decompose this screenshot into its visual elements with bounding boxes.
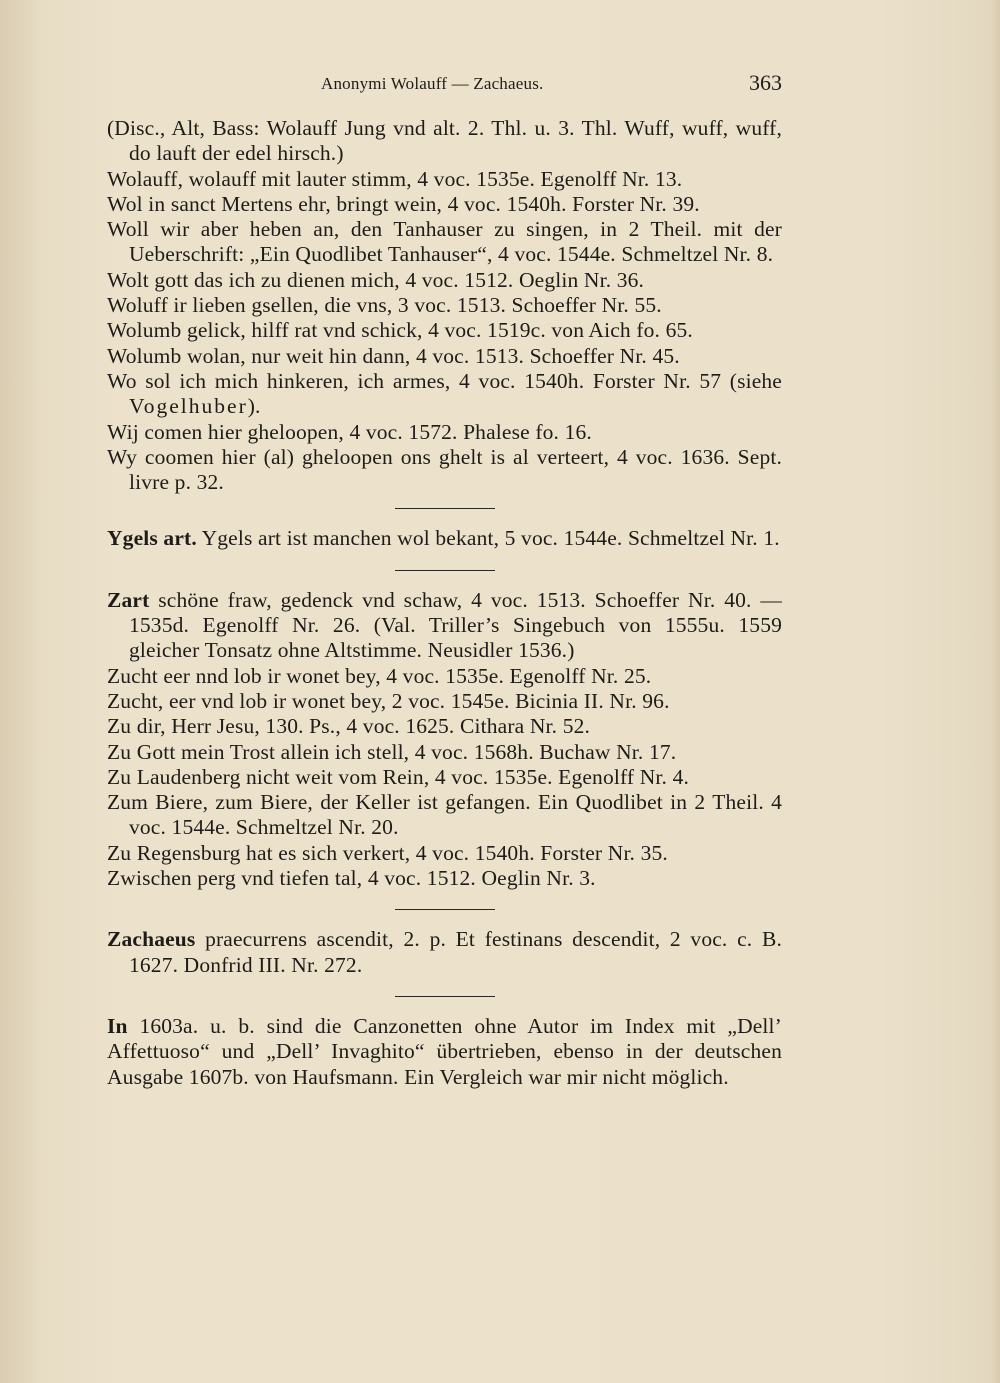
catalog-entry: Zu Gott mein Trost allein ich stell, 4 voc. 1568h. Buchaw Nr. 17. <box>107 739 677 764</box>
book-page <box>107 62 782 1090</box>
entry-tail: ). <box>247 394 261 419</box>
section-divider <box>395 909 495 910</box>
catalog-entry: Wy coomen hier (al) gheloopen ons ghelt is al verteert, 4 voc. 1636. Sept. livre p. 32. <box>107 444 782 495</box>
closing-note <box>107 1014 782 1090</box>
catalog-entry-zachaeus <box>107 927 782 978</box>
catalog-entry: Wolauff, wolauff mit lauter stimm, 4 voc. 1535e. Egenolff Nr. 13. <box>107 166 683 191</box>
catalog-entry-ygels <box>107 526 782 551</box>
catalog-entry: Woluff ir lieben gsellen, die vns, 3 voc. 1513. Schoeffer Nr. 55. <box>107 293 662 318</box>
catalog-entry: (Disc., Alt, Bass: Wolauff Jung vnd alt. 2. Thl. u. 3. Thl. Wuff, wuff, wuff, do lauft der edel hirsch.) <box>107 116 782 166</box>
entry-text: schöne fraw, gedenck vnd schaw, 4 voc. 1513. Schoeffer Nr. 40. — 1535d. Egenolff Nr. 26. (Val. Triller’s Singebuch von 1555u. 1559 gleicher Tonsatz ohne Altstimme. Neusidler 1536.) <box>129 587 782 663</box>
catalog-entry-zart <box>107 588 782 664</box>
spaced-reference: Vogelhuber <box>129 394 248 419</box>
catalog-entry: Wolumb gelick, hilff rat vnd schick, 4 voc. 1519c. von Aich fo. 65. <box>107 318 693 343</box>
catalog-entry: Zum Biere, zum Biere, der Keller ist gefangen. Ein Quodlibet in 2 Theil. 4 voc. 1544e. Schmeltzel Nr. 20. <box>107 790 782 840</box>
note-text: 1603a. u. b. sind die Canzonetten ohne Autor im Index mit „Dell’ Affettuoso“ und „Dell’ Invaghito“ übertrieben, ebenso in der deutschen Ausgabe 1607b. von Haufsmann. Ein Vergleich war mir nicht möglich. <box>107 1013 782 1089</box>
catalog-entry: Woll wir aber heben an, den Tanhauser zu singen, in 2 Theil. mit der Ueberschrift: „Ein Quodlibet Tanhauser“, 4 voc. 1544e. Schmeltzel Nr. 8. <box>107 217 782 267</box>
headword: Ygels art. <box>107 526 197 551</box>
catalog-entry: Zwischen perg vnd tiefen tal, 4 voc. 1512. Oeglin Nr. 3. <box>107 866 596 891</box>
catalog-entry: Wij comen hier gheloopen, 4 voc. 1572. Phalese fo. 16. <box>107 419 592 444</box>
catalog-entry: Zu dir, Herr Jesu, 130. Ps., 4 voc. 1625. Cithara Nr. 52. <box>107 714 591 739</box>
catalog-entry-wo-sol <box>107 369 782 420</box>
entry-text: praecurrens ascendit, 2. p. Et festinans descendit, 2 voc. c. B. 1627. Donfrid III. Nr. 272. <box>129 927 782 977</box>
catalog-entry: Zu Regensburg hat es sich verkert, 4 voc. 1540h. Forster Nr. 35. <box>107 840 668 865</box>
catalog-entry: Wolt gott das ich zu dienen mich, 4 voc. 1512. Oeglin Nr. 36. <box>107 267 645 292</box>
entry-text: Wo sol ich mich hinkeren, ich armes, 4 voc. 1540h. Forster Nr. 57 (siehe <box>107 368 782 393</box>
headword: In <box>107 1013 128 1038</box>
catalog-entry: Wol in sanct Mertens ehr, bringt wein, 4 voc. 1540h. Forster Nr. 39. <box>107 191 700 216</box>
entry-text: Ygels art ist manchen wol bekant, 5 voc. 1544e. Schmeltzel Nr. 1. <box>196 526 780 551</box>
page-number: 363 <box>749 70 782 95</box>
headword: Zachaeus <box>107 927 196 952</box>
catalog-entry: Wolumb wolan, nur weit hin dann, 4 voc. 1513. Schoeffer Nr. 45. <box>107 343 680 368</box>
section-divider <box>395 996 495 997</box>
headword: Zart <box>107 587 150 612</box>
running-header <box>107 62 782 102</box>
section-divider <box>395 570 495 571</box>
catalog-entry: Zu Laudenberg nicht weit vom Rein, 4 voc. 1535e. Egenolff Nr. 4. <box>107 764 690 789</box>
catalog-entry: Zucht, eer vnd lob ir wonet bey, 2 voc. 1545e. Bicinia II. Nr. 96. <box>107 688 670 713</box>
catalog-entry: Zucht eer nnd lob ir wonet bey, 4 voc. 1535e. Egenolff Nr. 25. <box>107 663 652 688</box>
running-title: Anonymi Wolauff — Zachaeus. <box>321 74 544 93</box>
section-divider <box>395 508 495 509</box>
